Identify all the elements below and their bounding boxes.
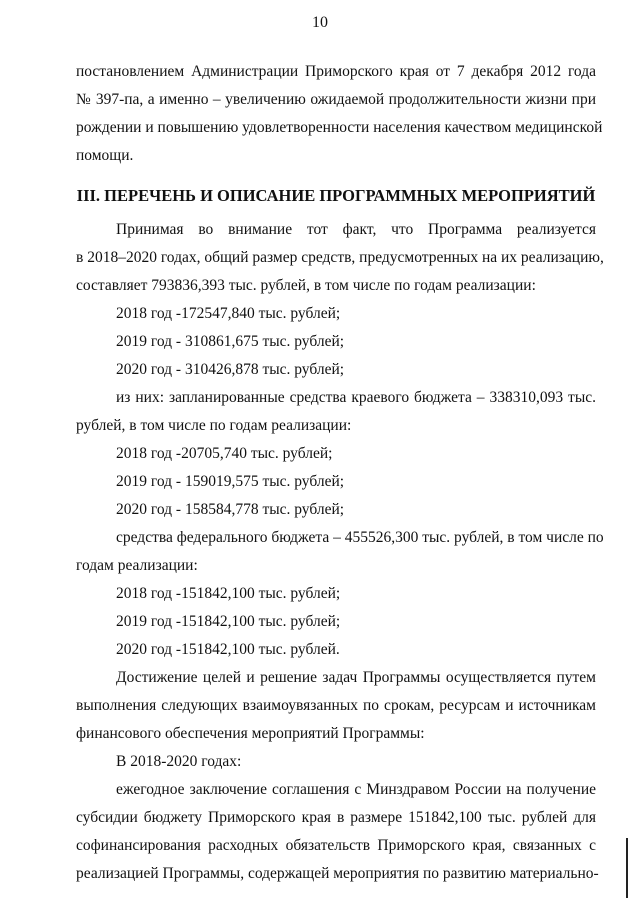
- year-line: 2020 год -151842,100 тыс. рублей.: [116, 641, 340, 658]
- text-line: рождении и повышению удовлетворенности населения качеством медицинской: [76, 119, 603, 136]
- text-line: составляет 793836,393 тыс. рублей, в том числе по годам реализации:: [76, 277, 536, 294]
- text-line: Достижение целей и решение задач Программы осуществляется путем: [116, 669, 596, 686]
- text-line: из них: запланированные средства краевого бюджета – 338310,093 тыс.: [116, 389, 596, 406]
- year-line: 2018 год -151842,100 тыс. рублей;: [116, 585, 341, 602]
- text-line: рублей, в том числе по годам реализации:: [76, 417, 352, 434]
- text-line: выполнения следующих взаимоувязанных по срокам, ресурсам и источникам: [76, 697, 596, 714]
- text-line: в 2018–2020 годах, общий размер средств, предусмотренных на их реализацию,: [76, 249, 604, 266]
- section-heading: III. ПЕРЕЧЕНЬ И ОПИСАНИЕ ПРОГРАММНЫХ МЕРОПРИЯТИЙ: [76, 186, 596, 205]
- text-line: постановлением Администрации Приморского края от 7 декабря 2012 года: [76, 63, 596, 80]
- year-line: 2020 год - 158584,778 тыс. рублей;: [116, 501, 345, 518]
- text-line: софинансирования расходных обязательств Приморского края, связанных с: [76, 837, 596, 854]
- text-line: реализацией Программы, содержащей мероприятия по развитию материально-: [76, 865, 599, 882]
- text-line: средства федерального бюджета – 455526,300 тыс. рублей, в том числе по: [116, 529, 604, 546]
- text-line: годам реализации:: [76, 557, 198, 574]
- text-line: помощи.: [76, 147, 134, 164]
- scan-edge-mark: [626, 838, 628, 898]
- text-line: финансового обеспечения мероприятий Программы:: [76, 725, 425, 742]
- year-line: 2020 год - 310426,878 тыс. рублей;: [116, 361, 345, 378]
- year-line: 2019 год - 159019,575 тыс. рублей;: [116, 473, 345, 490]
- year-line: 2019 год - 310861,675 тыс. рублей;: [116, 333, 345, 350]
- text-line: Принимая во внимание тот факт, что Программа реализуется: [116, 221, 596, 238]
- text-line: субсидии бюджету Приморского края в размере 151842,100 тыс. рублей для: [76, 809, 596, 826]
- text-line: № 397-па, а именно – увеличению ожидаемой продолжительности жизни при: [76, 91, 596, 108]
- year-line: 2018 год -20705,740 тыс. рублей;: [116, 445, 333, 462]
- page-number: 10: [312, 14, 328, 31]
- year-line: 2018 год -172547,840 тыс. рублей;: [116, 305, 341, 322]
- text-line: ежегодное заключение соглашения с Минздравом России на получение: [116, 781, 596, 798]
- year-line: 2019 год -151842,100 тыс. рублей;: [116, 613, 341, 630]
- period-label: В 2018-2020 годах:: [116, 753, 242, 770]
